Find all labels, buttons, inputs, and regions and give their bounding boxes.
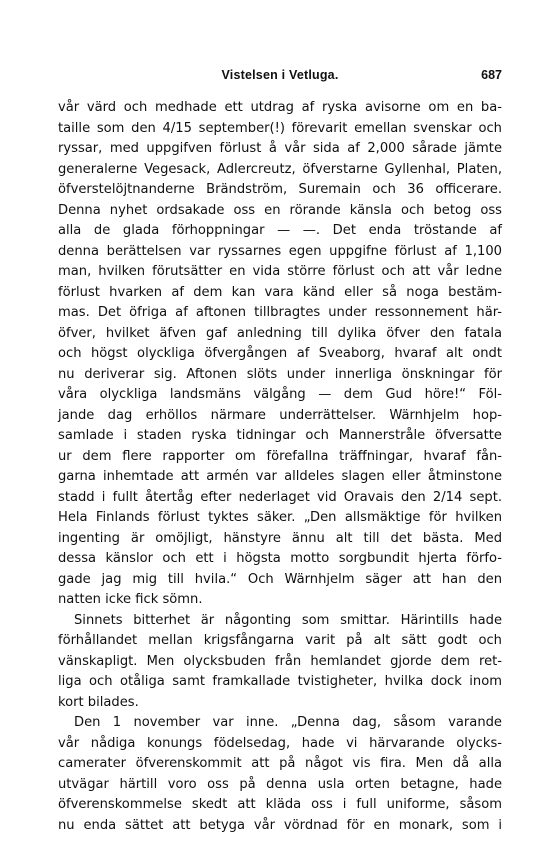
text-line: vår värd och medhade ett utdrag af ryska avisorne om en ba-: [58, 100, 502, 115]
text-line: kort bilades.: [58, 694, 139, 710]
text-line: garna inhemtade att armén var alldeles slagen eller åtminstone: [58, 469, 502, 484]
text-line: samlade i staden ryska tidningar och Mannerstråle öfversatte: [58, 428, 502, 443]
text-line: nu enda sättet att betyga vår vördnad för en monark, som i: [58, 817, 502, 833]
text-line: jande dag erhöllos närmare underrättelser. Wärnhjelm hop-: [58, 407, 502, 423]
text-line: Sinnets bitterhet är någonting som smittar. Härintills hade: [74, 612, 502, 628]
text-line: förhållandet mellan krigsfångarna varit på alt sätt godt och: [58, 633, 502, 648]
text-line: och högst olyckliga öfvergången af Sveaborg, hvaraf alt ondt: [58, 346, 502, 361]
text-line: alla de glada förhoppningar — —. Det enda tröstande af: [58, 223, 502, 238]
text-line: liga och otåliga samt framkallade tvistigheter, hvilka dock inom: [58, 674, 502, 689]
text-line: taille som den 4/15 september(!) förevarit emellan svenskar och: [58, 120, 502, 136]
text-line: gade jag mig till hvila.“ Och Wärnhjelm säger att han den: [58, 571, 502, 587]
text-line: vår nådiga konungs födelsedag, hade vi härvarande olycks-: [58, 735, 502, 751]
page-header: [58, 68, 502, 88]
text-line: ryssar, med uppgifven förlust å vår sida af 2,000 sårade jämte: [58, 141, 502, 156]
text-line: denna berättelsen var ryssarnes egen uppgifne förlust af 1,100: [58, 243, 502, 259]
text-line: stadd i fullt återtåg efter nederlaget vid Oravais den 2/14 sept.: [58, 489, 502, 505]
text-line: öfverenskommelse skedt att kläda oss i full uniforme, såsom: [58, 797, 502, 812]
page-number: 687: [481, 68, 502, 82]
text-line: generalerne Vegesack, Adlercreutz, öfverstarne Gyllenhal, Platen,: [58, 161, 502, 177]
text-line: mas. Det öfriga af aftonen tillbragtes under ressonnement här-: [58, 305, 502, 320]
text-line: ur dem flere rapporter om förefallna träffningar, hvaraf fån-: [58, 448, 502, 464]
text-line: utvägar härtill voro oss på denna usla orten betagne, hade: [58, 776, 502, 792]
body-text: [58, 98, 502, 836]
text-line: vänskapligt. Men olycksbuden från hemlandet gjorde dem ret-: [58, 653, 502, 669]
text-line: man, hvilken förutsätter en vida större förlust och att vår ledne: [58, 264, 502, 279]
text-line: ingenting är omöjligt, hänstyre ännu alt till det bästa. Med: [58, 530, 502, 546]
text-line: förlust hvarken af dem kan vara känd eller så noga bestäm-: [58, 284, 502, 300]
text-line: Denna nyhet ordsakade oss en rörande känsla och betog oss: [58, 202, 502, 218]
text-line: natten icke fick sömn.: [58, 592, 203, 607]
text-line: Den 1 november var inne. „Denna dag, såsom varande: [74, 715, 502, 730]
text-line: dessa känslor och ett i högsta motto sorgbundit hjerta förfo-: [58, 551, 502, 566]
running-title: Vistelsen i Vetluga.: [221, 68, 339, 82]
text-line: öfverstelöjtnanderne Brändström, Suremain och 36 officerare.: [58, 182, 502, 197]
text-line: Hela Finlands förlust tyktes säker. „Den allsmäktige för hvilken: [58, 510, 502, 525]
text-line: nu deriverar sig. Aftonen slöts under innerliga önskningar för: [58, 366, 502, 382]
text-line: camerater öfverenskommit att på något vis fira. Men då alla: [58, 756, 502, 771]
text-line: våra olyckliga landsmäns välgång — dem Gud höre!“ Föl-: [58, 387, 502, 402]
text-line: öfver, hvilket äfven gaf anledning till dylika öfver den fatala: [58, 325, 502, 341]
